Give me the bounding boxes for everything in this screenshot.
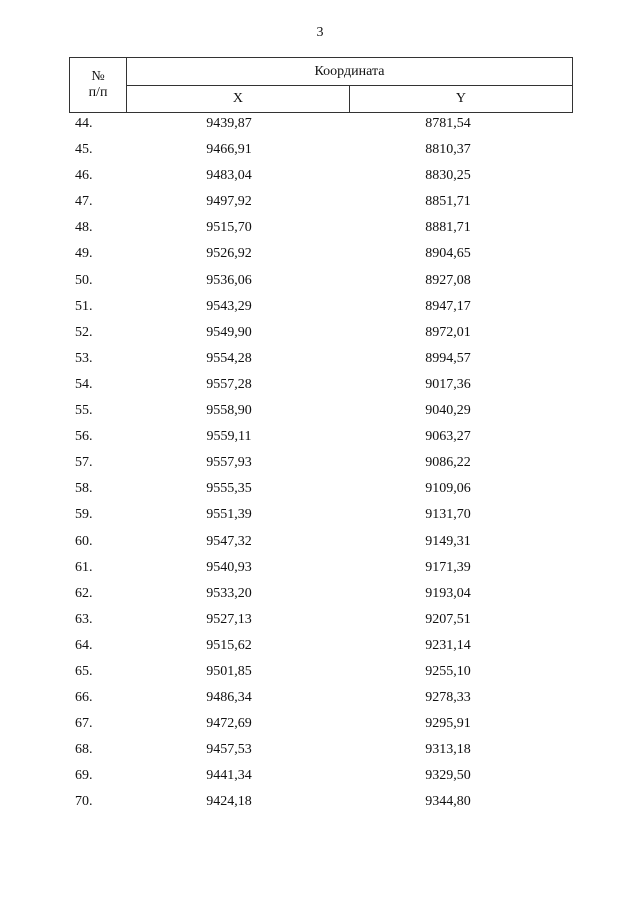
- table-row: [0, 450, 640, 476]
- row-number: 56.: [75, 429, 93, 445]
- row-number: 65.: [75, 663, 93, 679]
- table-row: [0, 215, 640, 241]
- row-y-text: 9017,36: [425, 376, 471, 392]
- row-y-text: 9040,29: [425, 403, 471, 419]
- row-y-text: 8830,25: [425, 168, 471, 184]
- row-x-text: 9466,91: [206, 142, 252, 158]
- row-number: 47.: [75, 194, 93, 210]
- row-x-text: 9526,92: [206, 246, 252, 262]
- row-x-text: 9554,28: [206, 350, 252, 366]
- page-number: 3: [316, 25, 324, 40]
- row-y-text: 8781,54: [425, 116, 471, 131]
- table-row: [0, 372, 640, 398]
- row-number: 58.: [75, 481, 93, 497]
- row-x-text: 9557,93: [206, 455, 252, 471]
- row-number: 52.: [75, 324, 93, 340]
- row-number: 50.: [75, 272, 93, 288]
- table-row: [0, 502, 640, 528]
- header-number-sign: №: [91, 69, 105, 84]
- row-x-text: 9457,53: [206, 742, 252, 758]
- row-y-text: 9171,39: [425, 559, 471, 575]
- row-x-text: 9527,13: [206, 611, 252, 627]
- table-row: [0, 137, 640, 163]
- row-y-text: 9329,50: [425, 768, 471, 784]
- table-row: [0, 424, 640, 450]
- table-row: [0, 581, 640, 607]
- row-y-text: 9207,51: [425, 611, 471, 627]
- row-x-text: 9497,92: [206, 194, 252, 210]
- row-number: 68.: [75, 742, 93, 758]
- table-row: [0, 685, 640, 711]
- table-row: [0, 633, 640, 659]
- row-number: 60.: [75, 533, 93, 549]
- header-y: Y: [349, 86, 572, 113]
- row-x-text: 9424,18: [206, 794, 252, 810]
- table-row: [0, 737, 640, 763]
- row-y-text: 8851,71: [425, 194, 471, 210]
- row-y-text: 9231,14: [425, 637, 471, 653]
- table-row: [0, 607, 640, 633]
- row-number: 62.: [75, 585, 93, 601]
- row-number: 57.: [75, 455, 93, 471]
- row-x-text: 9540,93: [206, 559, 252, 575]
- table-row: [0, 763, 640, 789]
- table-row: [0, 111, 640, 137]
- row-y-text: 9255,10: [425, 663, 471, 679]
- table-row: [0, 268, 640, 294]
- row-y-text: 9149,31: [425, 533, 471, 549]
- row-number: 53.: [75, 350, 93, 366]
- row-x-text: 9555,35: [206, 481, 252, 497]
- row-x-text: 9533,20: [206, 585, 252, 601]
- row-y-text: 8927,08: [425, 272, 471, 288]
- row-number: 46.: [75, 168, 93, 184]
- row-number: 45.: [75, 142, 93, 158]
- row-x-text: 9501,85: [206, 663, 252, 679]
- coordinate-table-body: [0, 111, 640, 816]
- table-row: [0, 241, 640, 267]
- row-x-text: 9551,39: [206, 507, 252, 523]
- row-number: 70.: [75, 794, 93, 810]
- row-x-text: 9559,11: [206, 429, 252, 445]
- row-number: 59.: [75, 507, 93, 523]
- table-row: [0, 555, 640, 581]
- row-number: 63.: [75, 611, 93, 627]
- table-row: [0, 398, 640, 424]
- row-x-text: 9439,87: [206, 116, 252, 131]
- row-y-text: 8947,17: [425, 298, 471, 314]
- row-y-text: 9278,33: [425, 690, 471, 706]
- table-row: [0, 163, 640, 189]
- row-number: 54.: [75, 376, 93, 392]
- row-y-text: 9131,70: [425, 507, 471, 523]
- row-number: 61.: [75, 559, 93, 575]
- table-row: [0, 294, 640, 320]
- table-row: [0, 529, 640, 555]
- row-x-text: 9557,28: [206, 376, 252, 392]
- row-x-text: 9558,90: [206, 403, 252, 419]
- row-y-text: 9295,91: [425, 716, 471, 732]
- row-number: 48.: [75, 220, 93, 236]
- row-y-text: 8972,01: [425, 324, 471, 340]
- header-coordinate: Координата: [127, 58, 573, 86]
- row-x-text: 9472,69: [206, 716, 252, 732]
- table-row: [0, 189, 640, 215]
- header-x: X: [127, 86, 350, 113]
- row-number: 51.: [75, 298, 93, 314]
- table-row: [0, 476, 640, 502]
- row-x-text: 9441,34: [206, 768, 252, 784]
- row-number: 64.: [75, 637, 93, 653]
- header-number-cell: [70, 58, 127, 113]
- row-number: 49.: [75, 246, 93, 262]
- row-x-text: 9543,29: [206, 298, 252, 314]
- row-y-text: 8994,57: [425, 350, 471, 366]
- header-number-abbrev: п/п: [88, 85, 108, 100]
- row-x-text: 9483,04: [206, 168, 252, 184]
- row-y-text: 9086,22: [425, 455, 471, 471]
- row-y-text: 8810,37: [425, 142, 471, 158]
- table-row: [0, 659, 640, 685]
- row-y-text: 9063,27: [425, 429, 471, 445]
- row-y-text: 8904,65: [425, 246, 471, 262]
- row-y-text: 8881,71: [425, 220, 471, 236]
- coordinate-table-header: [69, 57, 573, 113]
- row-x-text: 9547,32: [206, 533, 252, 549]
- row-y-text: 9193,04: [425, 585, 471, 601]
- row-y-text: 9344,80: [425, 794, 471, 810]
- row-x-text: 9515,70: [206, 220, 252, 236]
- row-number: 55.: [75, 403, 93, 419]
- table-row: [0, 346, 640, 372]
- row-number: 67.: [75, 716, 93, 732]
- row-number: 44.: [75, 116, 93, 131]
- row-y-text: 9313,18: [425, 742, 471, 758]
- table-row: [0, 320, 640, 346]
- row-y-text: 9109,06: [425, 481, 471, 497]
- table-row: [0, 789, 640, 815]
- row-x-text: 9549,90: [206, 324, 252, 340]
- row-x-text: 9486,34: [206, 690, 252, 706]
- row-number: 69.: [75, 768, 93, 784]
- table-row: [0, 711, 640, 737]
- row-x-text: 9536,06: [206, 272, 252, 288]
- row-x-text: 9515,62: [206, 637, 252, 653]
- row-number: 66.: [75, 690, 93, 706]
